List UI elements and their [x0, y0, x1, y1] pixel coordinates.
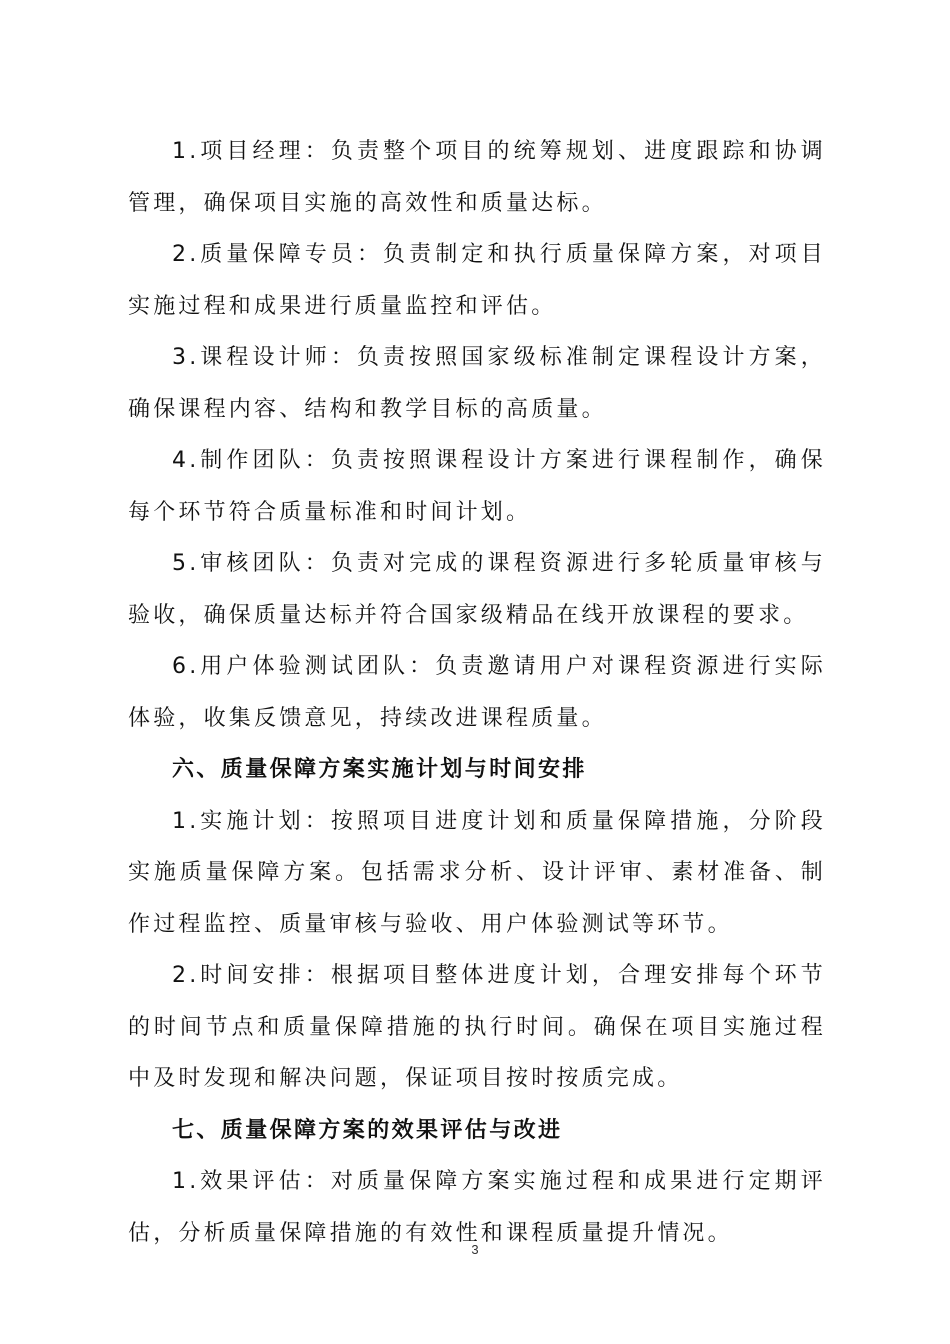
- document-body: [128, 126, 826, 1259]
- section-heading-seven: 七、质量保障方案的效果评估与改进: [172, 1117, 563, 1143]
- paragraph-implementation-plan: 1.实施计划：按照项目进度计划和质量保障措施，分阶段实施质量保障方案。包括需求分析、设计评审、素材准备、制作过程监控、质量审核与验收、用户体验测试等环节。: [128, 808, 826, 937]
- paragraph-ux-test-team: 6.用户体验测试团队：负责邀请用户对课程资源进行实际体验，收集反馈意见，持续改进课程质量。: [128, 654, 826, 731]
- paragraph-effect-evaluation: 1.效果评估：对质量保障方案实施过程和成果进行定期评估，分析质量保障措施的有效性和课程质量提升情况。: [128, 1169, 826, 1246]
- paragraph-production-team: 4.制作团队：负责按照课程设计方案进行课程制作，确保每个环节符合质量标准和时间计划。: [128, 448, 826, 525]
- paragraph-quality-specialist: 2.质量保障专员：负责制定和执行质量保障方案，对项目实施过程和成果进行质量监控和评估。: [128, 242, 826, 319]
- paragraph-project-manager: 1.项目经理：负责整个项目的统筹规划、进度跟踪和协调管理，确保项目实施的高效性和质量达标。: [128, 139, 826, 216]
- page-number: 3: [471, 1242, 479, 1257]
- paragraph-time-schedule: 2.时间安排：根据项目整体进度计划，合理安排每个环节的时间节点和质量保障措施的执行时间。确保在项目实施过程中及时发现和解决问题，保证项目按时按质完成。: [128, 963, 826, 1091]
- paragraph-review-team: 5.审核团队：负责对完成的课程资源进行多轮质量审核与验收，确保质量达标并符合国家级精品在线开放课程的要求。: [128, 551, 826, 628]
- section-heading-six: 六、质量保障方案实施计划与时间安排: [172, 757, 587, 782]
- paragraph-course-designer: 3.课程设计师：负责按照国家级标准制定课程设计方案，确保课程内容、结构和教学目标的高质量。: [128, 345, 826, 422]
